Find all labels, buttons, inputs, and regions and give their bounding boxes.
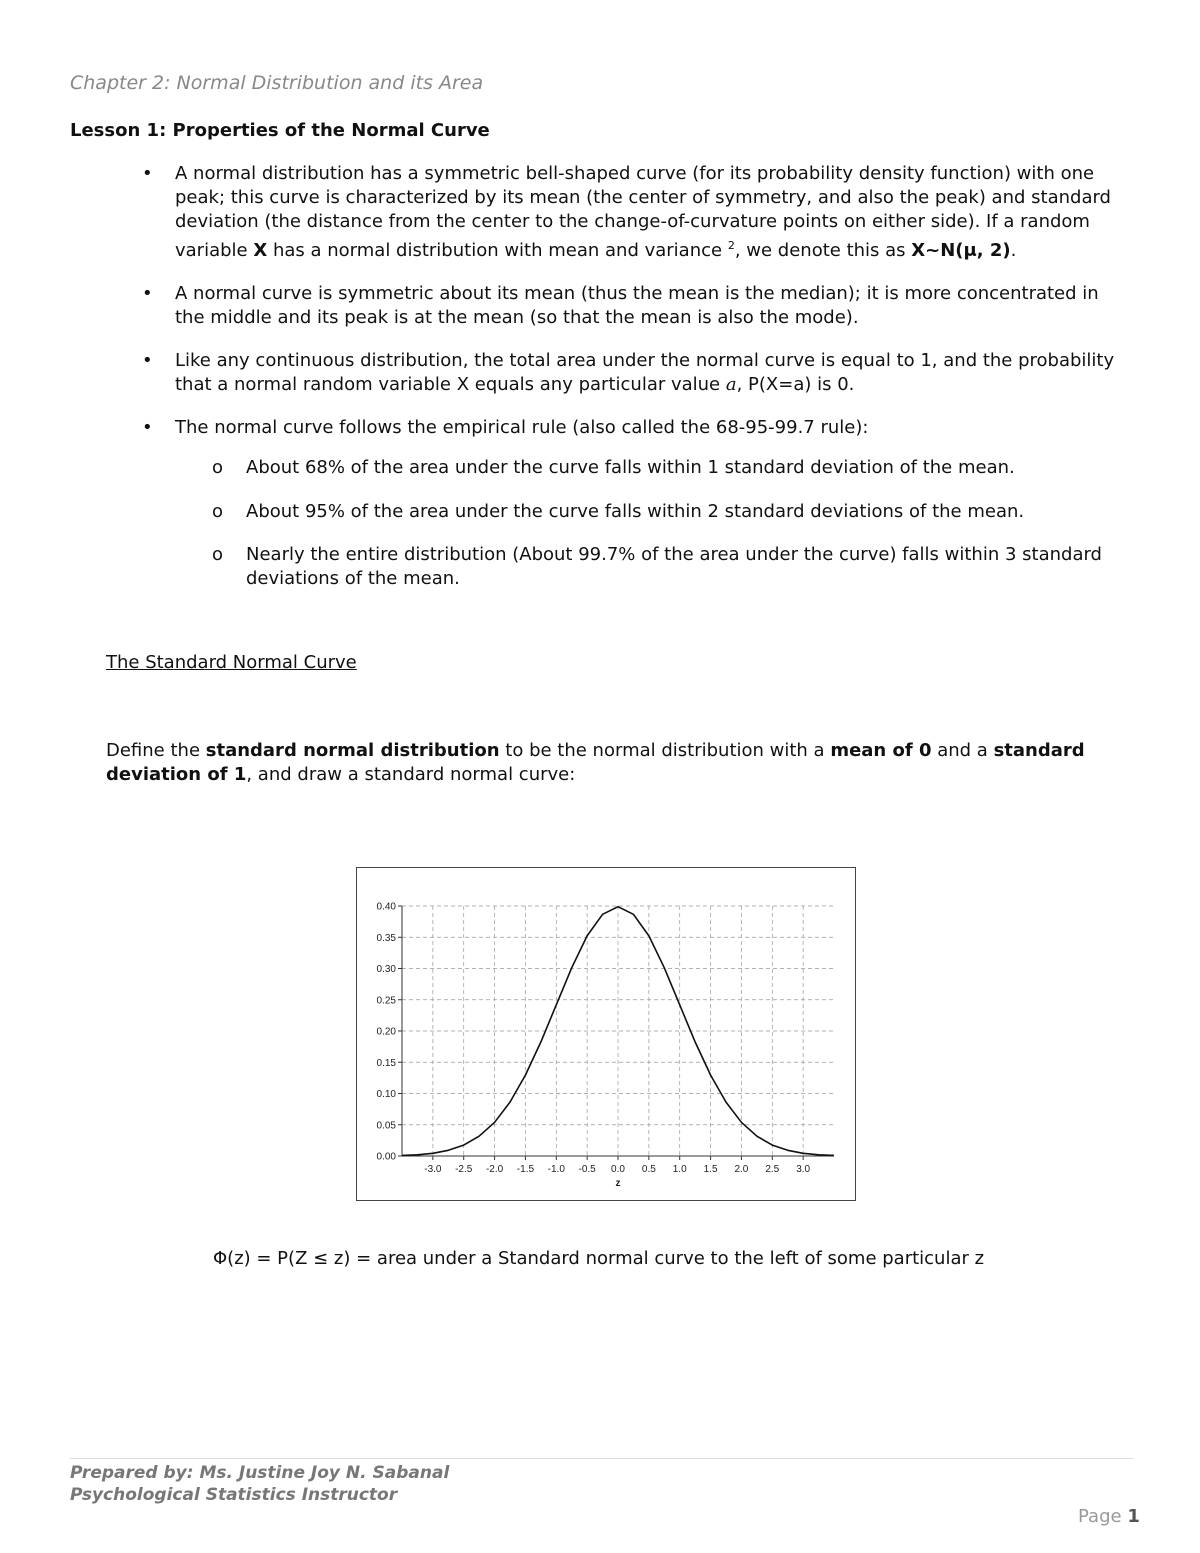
property-list [140,162,1130,459]
x-tick-label: 2.5 [765,1164,780,1175]
x-tick-label: -1.5 [516,1164,535,1175]
x-tick-label: -0.5 [578,1164,596,1175]
list-item [140,162,1130,263]
definition-bold: standard normal distribution [205,740,500,761]
empirical-rule-item-3 [210,543,1120,591]
standard-normal-chart [357,868,855,1200]
notation: X~N(μ, 2) [911,240,1011,261]
section-heading: The Standard Normal Curve [106,652,357,673]
y-tick-label: 0.10 [376,1089,396,1100]
lesson-title: Lesson 1: Properties of the Normal Curve [70,120,490,141]
page-label: Page [1078,1506,1128,1527]
list-item [140,282,1130,330]
x-tick-label: -2.0 [485,1164,504,1175]
definition-text: Define the [106,740,206,761]
y-tick-label: 0.15 [376,1057,396,1069]
definition-text: and a [931,740,994,761]
list-item: o About 95% of the area under the curve falls within 2 standard deviations of the mean. [210,500,1120,524]
list-item [140,349,1130,397]
y-tick-label: 0.00 [376,1151,396,1163]
list-item [140,416,1130,440]
x-tick-label: -2.5 [455,1164,473,1175]
x-tick-label: -3.0 [424,1164,442,1175]
bullet-text: A normal distribution has a symmetric bell-shaped curve (for its probability density function) with one peak; this curve is characterized by its mean (the center of symmetry, and also the peak) and standard deviation (the distance from the center to the change-of-curvature points on either side). If a random variable [175,163,1111,261]
x-tick-label: 1.0 [672,1164,687,1175]
y-tick-label: 0.40 [376,901,396,913]
x-tick-label: 2.0 [734,1164,749,1175]
x-tick-label: 0.5 [641,1164,656,1175]
definition-text: to be the normal distribution with a [499,740,831,761]
bullet-text: , we denote this as [734,240,912,261]
x-axis-label: z [615,1178,621,1189]
definition-bold: standard deviation of 1 [106,740,1085,785]
x-tick-label: -1.0 [547,1164,565,1175]
superscript: 2 [727,239,735,252]
y-tick-label: 0.35 [376,932,396,944]
definition-bold: mean of 0 [830,740,932,761]
empirical-rule-item-2 [210,500,1120,524]
instructor-role: Psychological Statistics Instructor [70,1485,398,1505]
bullet-text: has a normal distribution with mean and variance [267,240,728,261]
bullet-text: Like any continuous distribution, the total area under the normal curve is equal to 1, and the probability that a normal random variable X equals any particular value [175,350,1115,395]
bullet-text: A normal curve is symmetric about its mean (thus the mean is the median); it is more concentrated in the middle and its peak is at the mean (so that the mean is also the mode). [175,283,1099,328]
bullet-text: , P(X=a) is 0. [736,374,855,395]
page-number [1078,1506,1140,1527]
list-item: o Nearly the entire distribution (About 99.7% of the area under the curve) falls within 3 standard deviations of the mean. [210,543,1120,591]
x-tick-label: 3.0 [796,1164,811,1175]
bullet-text: The normal curve follows the empirical rule (also called the 68-95-99.7 rule): [175,417,869,438]
prepared-by: Prepared by: Ms. Justine Joy N. Sabanal [70,1463,450,1483]
definition-text: , and draw a standard normal curve: [246,764,576,785]
random-variable-x: X [253,240,268,261]
footer-divider [70,1458,1133,1459]
empirical-rule-item-1 [210,456,1120,480]
x-tick-label: 1.5 [703,1164,718,1175]
y-tick-label: 0.05 [376,1120,396,1132]
y-tick-label: 0.30 [376,964,396,975]
x-tick-label: 0.0 [611,1164,625,1175]
phi-formula: Φ(z) = P(Z ≤ z) = area under a Standard normal curve to the left of some particular z [213,1248,985,1269]
variable-a: a [725,374,737,395]
chart-frame [356,867,856,1201]
y-tick-label: 0.20 [376,1026,396,1038]
chapter-title: Chapter 2: Normal Distribution and its Area [70,72,484,94]
y-tick-label: 0.25 [376,995,396,1007]
list-item: o About 68% of the area under the curve falls within 1 standard deviation of the mean. [210,456,1120,480]
definition-paragraph [106,739,1086,787]
page-number-value: 1 [1127,1506,1140,1527]
bullet-text: . [1010,240,1017,261]
